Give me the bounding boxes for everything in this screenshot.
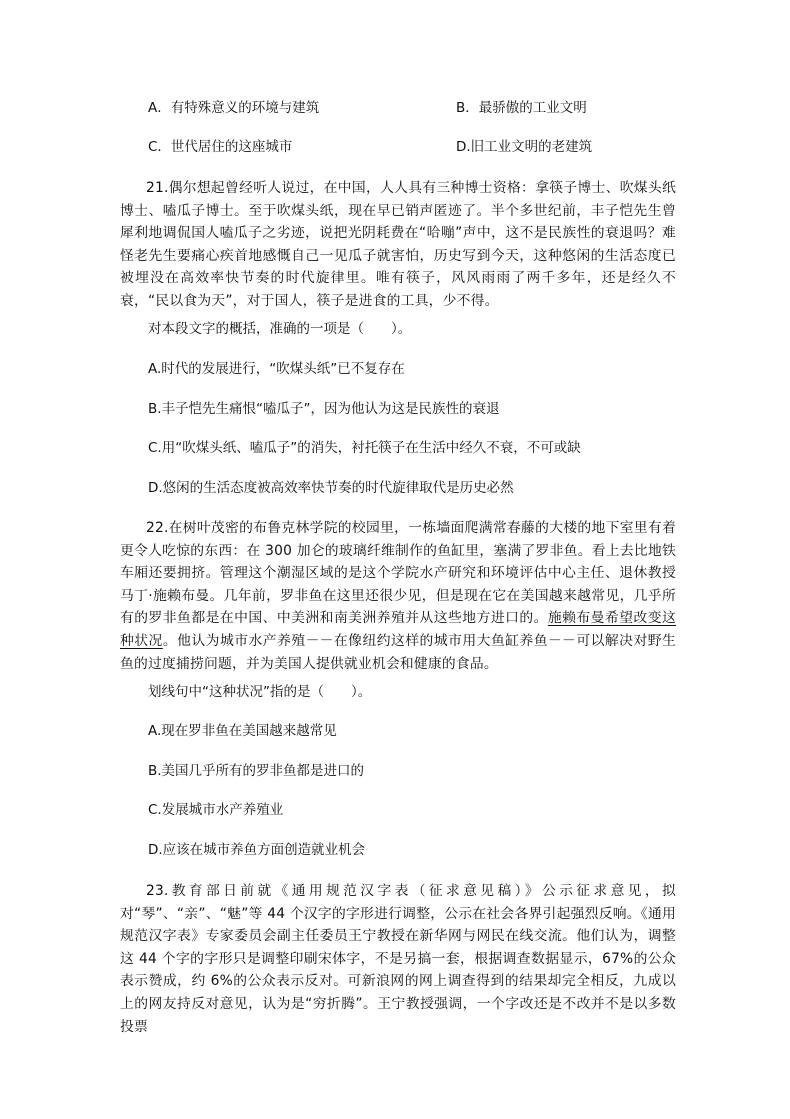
q22-question: 划线句中“这种状况”指的是（ ）。 xyxy=(148,684,372,700)
q20-option-d: D.旧工业文明的老建筑 xyxy=(456,139,593,155)
q22-passage-start: 22.在树叶茂密的布鲁克林学院的校园里，一栋墙面爬满常春藤的大楼的地下室里有着更令人吃惊的东西：在 300 加仑的玻璃纤维制作的鱼缸里，塞满了罗非鱼。看上去比地铁车厢还要拥挤。管理这个潮湿区域的是这个学院水产研究和环境评估中心主任、退休教授马丁·施赖布曼。几年前，罗非鱼在这里还很少见，但是现在它在美国越来越常见，几乎所有的罗非鱼都是在中国、中美洲和南美洲养殖并从这些地方进口的。 xyxy=(120,520,676,627)
q23-passage: 23.教育部日前就《通用规范汉字表（征求意见稿）》公示征求意见，拟对“琴”、“亲”、“魅”等 44 个汉字的字形进行调整，公示在社会各界引起强烈反响。《通用规范汉字表》专家委员会副主任委员王宁教授在新华网与网民在线交流。他们认为，调整这 44 个字的字形只是调整印刷宋体字，不是另搞一套，根据调查数据显示，67%的公众表示赞成，约 6%的公众表示反对。可新浪网的网上调查得到的结果却完全相反，九成以上的网友持反对意见，认为是“穷折腾”。王宁教授强调，一个字改还是不改并不是以多数投票 xyxy=(120,883,676,1035)
q20-option-a: A．有特殊意义的环境与建筑 xyxy=(148,100,320,116)
q22-option-d: D.应该在城市养鱼方面创造就业机会 xyxy=(148,842,366,858)
q21-option-a: A.时代的发展进行，“吹煤头纸”已不复存在 xyxy=(148,361,405,377)
q21-option-c: C.用“吹煤头纸、嗑瓜子”的消失，衬托筷子在生活中经久不衰，不可或缺 xyxy=(148,440,581,456)
q21-question: 对本段文字的概括，准确的一项是（ ）。 xyxy=(148,321,412,337)
q21-option-b: B.丰子恺先生痛恨“嗑瓜子”，因为他认为这是民族性的衰退 xyxy=(148,401,500,417)
q22-underlined-sentence: 施赖布曼希望改变这种状况 xyxy=(120,610,676,649)
q21-passage: 21.偶尔想起曾经听人说过，在中国，人人具有三种博士资格：拿筷子博士、吹煤头纸博士、嗑瓜子博士。至于吹煤头纸，现在早已销声匿迹了。半个多世纪前，丰子恺先生曾犀利地调侃国人嗑瓜子之劣迹，说把光阴耗费在“哈嘣”声中，这不是民族性的衰退吗？难怪老先生要痛心疾首地感慨自己一见瓜子就害怕，历史写到今天，这种悠闲的生活态度已被埋没在高效率快节奏的时代旋律里。唯有筷子，风风雨雨了两千多年，还是经久不衰，“民以食为天”，对于国人，筷子是进食的工具，少不得。 xyxy=(120,180,676,309)
q22-option-a: A.现在罗非鱼在美国越来越常见 xyxy=(148,723,337,739)
q20-option-b: B．最骄傲的工业文明 xyxy=(456,100,587,116)
q20-option-c: C．世代居住的这座城市 xyxy=(148,139,293,155)
q22-passage-end: 。他认为城市水产养殖－－在像纽约这样的城市用大鱼缸养鱼－－可以解决对野生鱼的过度捕捞问题，并为美国人提供就业机会和健康的食品。 xyxy=(120,632,676,672)
q22-option-b: B.美国几乎所有的罗非鱼都是进口的 xyxy=(148,763,365,779)
q22-passage xyxy=(120,517,676,675)
q21-option-d: D.悠闲的生活态度被高效率快节奏的时代旋律取代是历史必然 xyxy=(148,480,514,496)
q22-option-c: C.发展城市水产养殖业 xyxy=(148,802,284,818)
